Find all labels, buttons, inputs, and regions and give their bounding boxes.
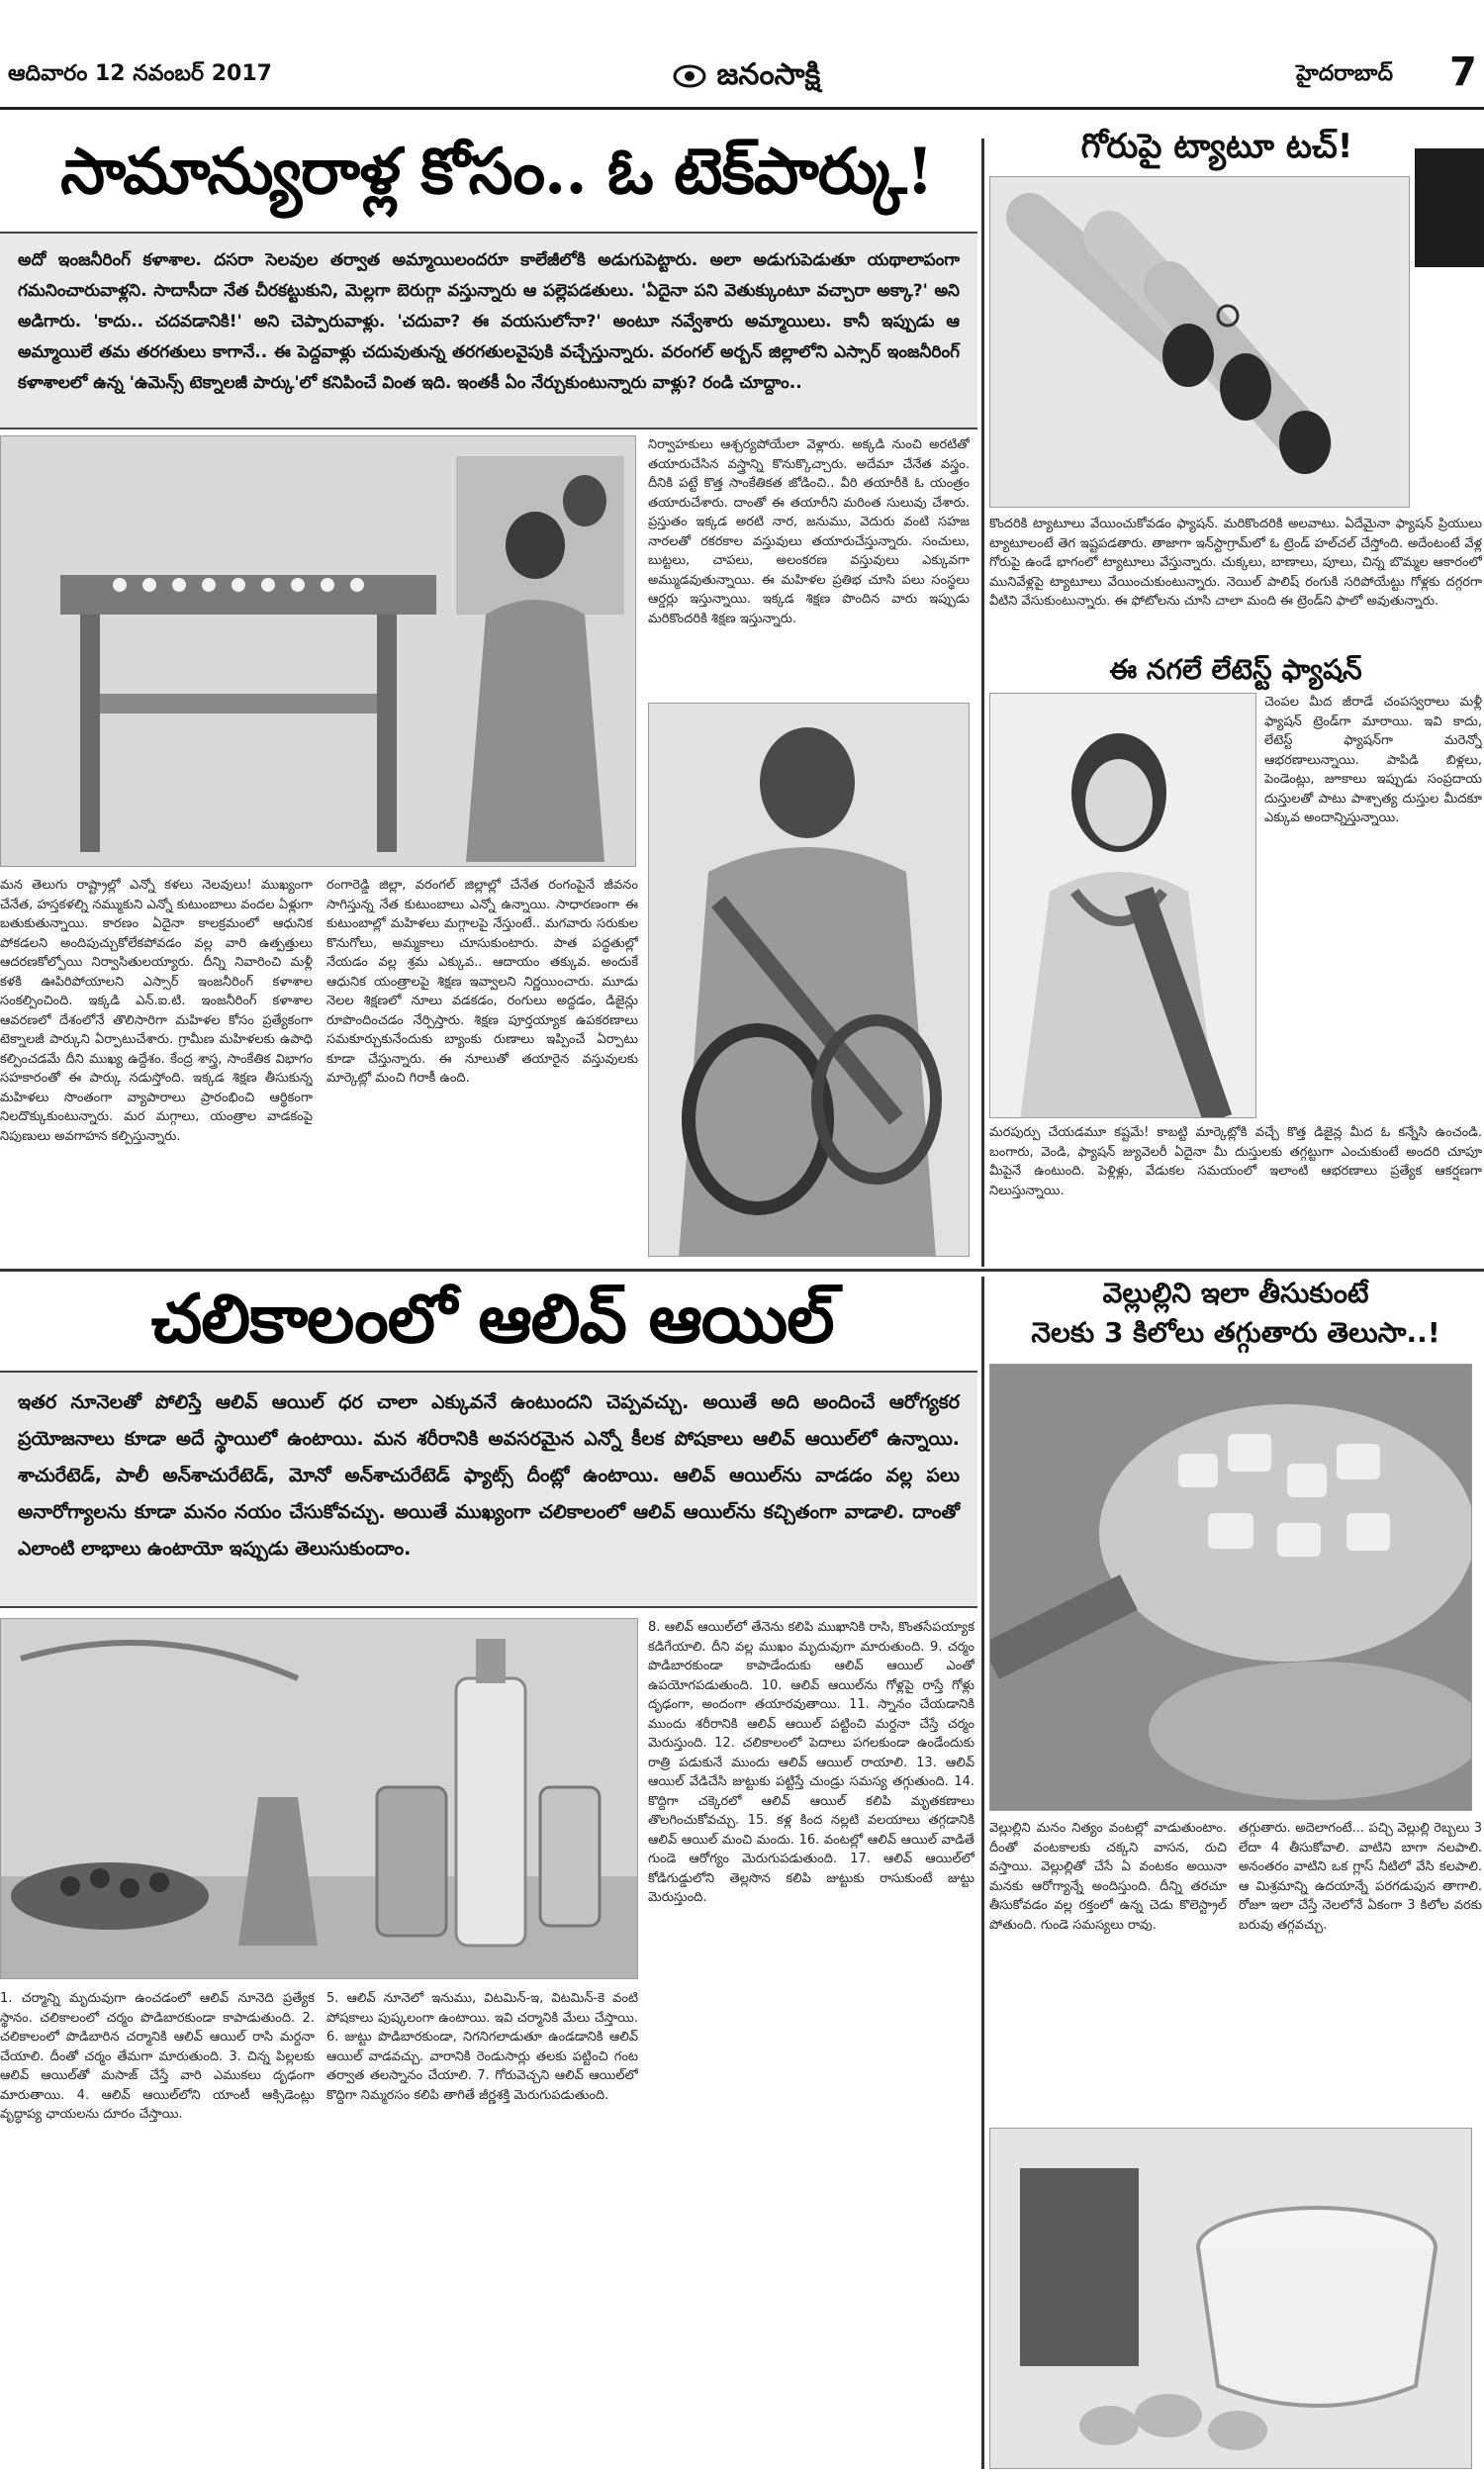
page-number: 7 — [1449, 49, 1477, 95]
garlic-headline-1: వెల్లుల్లిని ఇలా తీసుకుంటే — [1102, 1277, 1369, 1309]
column-divider — [981, 139, 984, 1267]
garlic-col2: తగ్గుతారు. అదెలాగంటే... పచ్చి వెల్లుల్లి రెబ్బలు 3 లేదా 4 తీసుకోవాలి. వాటిని బాగా నలపాలి. అనంతరం వాటిని ఒక గ్లాస్ నీటిలో వేసి కలపాలి. ఆ మిశ్రమాన్ని ఉదయాన్నే పరగడుపున తాగాలి. రోజూ ఇలా చేస్తే నెలలోనే ఏకంగా 3 కిలోల వరకు బరువు తగ్గవచ్చు. — [1239, 1821, 1482, 1933]
masthead-logo-text: జనంసాక్షి — [716, 57, 821, 92]
bride-jewellery-icon — [990, 694, 1256, 1118]
techpark-lead: అదో ఇంజనీరింగ్ కళాశాల. దసరా సెలవుల తర్వాత అమ్మాయిలందరూ కాలేజీలోకి అడుగుపెట్టారు. అలా అడుగుపెడుతూ యథాలాపంగా గమనించారువాళ్లని. సాదాసీదా నేత చీరకట్టుకుని, మెల్లగా బెరుగ్గా వస్తున్నారు ఆ పల్లెపడతులు. 'ఏదైనా పని వెతుక్కుంటూ వచ్చారా అక్కా?' అని అడిగారు. 'కాదు.. చదవడానికి!' అని చెప్పారువాళ్లు. 'చదువా? ఈ వయసులోనా?' అంటూ నవ్వేశారు అమ్మాయిలు. కానీ ఇప్పుడు ఆ అమ్మాయిలే తమ తరగతులు కాగానే.. ఈ పెద్దవాళ్లు చదువుతున్న తరగతులవైపుకి వచ్చేస్తున్నారు. వరంగల్ అర్బన్ జిల్లాలోని ఎస్సార్ ఇంజనీరింగ్ కళాశాలలో ఉన్న 'ఉమెన్స్ టెక్నాలజీ పార్కు'లో కనిపించే వింత ఇది. ఇంతకీ ఏం నేర్చుకుంటున్నారు వాళ్లు? రండి చూద్దాం.. — [0, 232, 977, 429]
crushed-garlic-photo — [989, 1364, 1472, 1811]
masthead-city: హైదరాబాద్ — [1296, 61, 1393, 86]
olive-oil-bottles-photo — [0, 1618, 638, 1979]
loom-machine-icon — [1, 436, 636, 867]
olive-bottles-icon — [1, 1619, 638, 1979]
techpark-col1: మన తెలుగు రాష్ట్రాల్లో ఎన్నో కళలు నెలవులు! ముఖ్యంగా చేనేత, హస్తకళల్ని నమ్ముకుని ఎన్నో కుటుంబాలు వందల ఏళ్లుగా బతుకుతున్నాయి. కారణం ఏదైనా కాలక్రమంలో ఆధునిక పోకడలని అందిపుచ్చుకోలేకపోవడం వల్ల వారి ఉత్పత్తులు ఆదరణకోల్పోయి నిర్వాసితులయ్యారు. దీన్ని నివారించి మళ్లీ కళకి ఊపిరిపోయాలని ఎస్సార్ ఇంజనీరింగ్ కళాశాల సంకల్పించింది. ఇక్కడి ఎన్.ఐ.టి. ఇంజనీరింగ్ కళాశాల ఆవరణలో దేశంలోనే తొలిసారిగా మహిళల కోసం ప్రత్యేకంగా టెక్నాలజీ పార్కుని ఏర్పాటుచేశారు. గ్రామీణ మహిళలకు ఉపాధి కల్పించడమే దీని ముఖ్య ఉద్దేశం. కేంద్ర శాస్త్ర, సాంకేతిక విభాగం సహకారంతో ఈ పార్కు నడుస్తోంది. ఇక్కడ శిక్షణ తీసుకున్న మహిళలు సొంతంగా వ్యాపారాలు ప్రారంభించి ఆర్థికంగా నిలదొక్కుకుంటున్నారు. మర మగ్గాలు, యంత్రాల వాడకంపై నిపుణులు అవగాహన కల్పిస్తున్నారు. — [0, 878, 313, 1144]
eye-logo-icon — [673, 61, 706, 91]
column-divider-lower — [981, 1277, 984, 2469]
woman-basket-icon — [649, 704, 970, 1257]
jewellery-side: చెంపల మీద జీరాడే చంపస్వరాలు మళ్లీ ఫ్యాషన్ ట్రెండ్‌గా మారాయి. ఇవి కాదు, లేటెస్ట్ ఫ్యాషన్‌గా మరెన్నో ఆభరణాలున్నాయి. పాపిడి బిళ్లలు, పెండెంట్లు, జూకాలు ఇప్పుడు సంప్రదాయ దుస్తులతో పాటు పాశ్చాత్య దుస్తుల మీదకూ ఎక్కువ అందాన్నిస్తున్నాయి. — [1264, 695, 1482, 825]
masthead — [0, 0, 1484, 110]
masthead-date: ఆదివారం 12 నవంబర్ 2017 — [8, 61, 272, 86]
tattoo-headline: గోరుపై ట్యాటూ టచ్! — [1080, 127, 1353, 166]
garlic-col1: వెల్లుల్లిని మనం నిత్యం వంటల్లో వాడుతుంటాం. దీంతో వంటకాలకు చక్కని వాసన, రుచి వస్తాయి. వెల్లుల్లితో చేసే ఏ వంటకం అయినా మనకు ఆరోగ్యాన్నే అందిస్తుంది. దీన్ని తరచూ తీసుకోవడం వల్ల రక్తంలో ఉన్న చెడు కొలెస్ట్రాల్ పోతుంది. గుండె సమస్యలు రావు. — [989, 1821, 1227, 1933]
water-glass-icon — [990, 2129, 1472, 2469]
olive-col1: 1. చర్మాన్ని మృదువుగా ఉంచడంలో ఆలివ్ నూనెది ప్రత్యేక స్థానం. చలికాలంలో చర్మం పొడిబారకుండా కాపాడుతుంది. 2. చలికాలంలో పొడిబారిన చర్మానికి ఆలివ్ ఆయిల్ రాసి మర్దనా చేయాలి. దీంతో చర్మం తేమగా మారుతుంది. 3. చిన్న పిల్లలకు ఆలివ్ ఆయిల్‌తో మసాజ్ చేస్తే వారి ఎముకలు దృఢంగా మారుతాయి. 4. ఆలివ్ ఆయిల్‌లోని యాంటీ ఆక్సిడెంట్లు వృద్ధాప్య ఛాయలను దూరం చేస్తాయి. — [0, 1991, 315, 2122]
olive-right-col: 8. ఆలివ్ ఆయిల్‌లో తేనెను కలిపి ముఖానికి రాసి, కొంతసేపయ్యాక కడిగేయాలి. దీని వల్ల ముఖం మృదువుగా మారుతుంది. 9. చర్మం పొడిబారకుండా కాపాడేందుకు ఆలివ్ ఆయిల్ ఎంతో ఉపయోగపడుతుంది. 10. ఆలివ్ ఆయిల్‌ను గోళ్లపై రాస్తే గోళ్లు దృఢంగా, అందంగా తయారవుతాయి. 11. స్నానం చేయడానికి ముందు శరీరానికి ఆలివ్ ఆయిల్ పట్టించి మర్దనా చేస్తే చర్మం మెరుస్తుంది. 12. చలికాలంలో పెదాలు పగలకుండా ఉండేందుకు రాత్రి పడుకునే ముందు ఆలివ్ ఆయిల్ రాయాలి. 13. ఆలివ్ ఆయిల్ వేడిచేసి జుట్టుకు పట్టిస్తే చుండ్రు సమస్య తగ్గుతుంది. 14. కొద్దిగా చక్కెరలో ఆలివ్ ఆయిల్ కలిపి మృతకణాలు తొలగించుకోవచ్చు. 15. కళ్ల కింద నల్లటి వలయాలు తగ్గడానికి ఆలివ్ ఆయిల్ మంచి మందు. 16. వంటల్లో ఆలివ్ ఆయిల్ వాడితే గుండె ఆరోగ్యం మెరుగుపడుతుంది. 17. ఆలివ్ ఆయిల్‌లో కోడిగుడ్డులోని తెల్లసొన కలిపి జుట్టుకు రాసుకుంటే జుట్టు మెరుస్తుంది. — [648, 1620, 974, 1905]
garlic-glass-photo — [989, 2128, 1472, 2469]
techpark-col3: నిర్వాహకులు ఆశ్చర్యపోయేలా వెళ్లారు. అక్కడి నుంచి అరటితో తయారుచేసిన వస్త్రాన్ని కొనుక్కొచ్చారు. అదేమా చేనేత వస్త్రం. దీనికి పట్టే కొత్త సాంకేతికత జోడించి.. వీరి తయారీకి ఓ యంత్రం తయారుచేశారు. దాంతో ఈ తయారీని మరింత సులువు చేశారు. ప్రస్తుతం ఇక్కడ అరటి నార, జనుము, వెదురు వంటి సహజ నారలతో రకరకాల వస్తువులు తయారుచేస్తున్నారు. సంచులు, బుట్టలు, చాపలు, అలంకరణ వస్తువులు ఎక్కువగా అమ్ముడవుతున్నాయి. ఈ మహిళల ప్రతిభ చూసి పలు సంస్థలు ఆర్డర్లు ఇస్తున్నాయి. ఇక్కడ శిక్షణ పొందిన వారు ఇప్పుడు మరికొందరికి శిక్షణ ఇస్తున్నారు. — [648, 437, 970, 626]
garlic-spoon-icon — [990, 1365, 1472, 1811]
dark-strip-image — [1415, 148, 1484, 267]
loom-workers-photo — [0, 435, 636, 867]
olive-headline: చలికాలంలో ఆలివ్ ఆయిల్ — [150, 1280, 834, 1359]
techpark-col2: రంగారెడ్డి జిల్లా, వరంగల్ జిల్లాల్లో చేనేత రంగంపైనే జీవనం సాగిస్తున్న నేత కుటుంబాలు ఎన్నో ఉన్నాయి. సాధారణంగా ఈ కుటుంబాల్లో మహిళలు మగ్గాలపై నేస్తుంటే.. మగవారు సరుకుల కొనుగోలు, అమ్మకాలు చూసుకుంటారు. పాత పద్ధతుల్లో నేయడం వల్ల శ్రమ ఎక్కువ.. ఆదాయం తక్కువ. అందుకే ఆధునిక యంత్రాలపై శిక్షణ ఇవ్వాలని నిర్ణయించారు. మూడు నెలల శిక్షణలో నూలు వడకడం, రంగులు అద్దడం, డిజైన్లు రూపొందించడం నేర్పిస్తారు. శిక్షణ పూర్తయ్యాక ఉపకరణాలు సమకూర్చుకునేందుకు బ్యాంకు రుణాలు ఇప్పించే ఏర్పాటు కూడా చేస్తున్నారు. ఈ నూలుతో తయారైన వస్తువులకు మార్కెట్లో మంచి గిరాకీ ఉంది. — [326, 878, 638, 1086]
bridal-jewellery-photo — [989, 693, 1256, 1118]
masthead-logo — [673, 57, 820, 99]
olive-lead: ఇతర నూనెలతో పోలిస్తే ఆలివ్ ఆయిల్ ధర చాలా ఎక్కువనే ఉంటుందని చెప్పవచ్చు. అయితే అది అందించే ఆరోగ్యకర ప్రయోజనాలు కూడా అదే స్థాయిలో ఉంటాయి. మన శరీరానికి అవసరమైన ఎన్నో కీలక పోషకాలు ఆలివ్ ఆయిల్‌లో ఉన్నాయి. శాచురేటెడ్, పాలీ అన్‌శాచురేటెడ్, మోనో అన్‌శాచురేటెడ్ ఫ్యాట్స్ దీంట్లో ఉంటాయి. ఆలివ్ ఆయిల్‌ను వాడడం వల్ల పలు అనారోగ్యాలను కూడా మనం నయం చేసుకోవచ్చు. అయితే ముఖ్యంగా చలికాలంలో ఆలివ్ ఆయిల్‌ను కచ్చితంగా వాడాలి. దాంతో ఎలాంటి లాభాలు ఉంటాయో ఇప్పుడు తెలుసుకుందాం. — [0, 1371, 977, 1608]
nail-tattoo-photo — [989, 176, 1410, 508]
jewellery-body: మరపుర్పు చేయడమూ కష్టమే! కాబట్టి మార్కెట్లోకి వచ్చే కొత్త డిజైన్ల మీద ఓ కన్నేసి ఉంచండి. బంగారు, వెండి, ఫ్యాషన్ జ్యువెలరీ ఏదైనా మీ దుస్తులకు తగ్గట్టుగా ఎంచుకుంటే అందరి చూపూ మీపైనే ఉంటుంది. పెళ్లిళ్లు, వేడుకల సమయంలో ఇలాంటి ఆభరణాలు ప్రత్యేక ఆకర్షణగా నిలుస్తున్నాయి. — [989, 1125, 1482, 1198]
hand-nails-icon — [990, 177, 1410, 508]
woman-with-baskets-photo — [648, 703, 970, 1257]
tattoo-body: కొందరికి ట్యాటూలు వేయించుకోవడం ఫ్యాషన్. మరికొందరికి అలవాటు. ఏదేమైనా ఫ్యాషన్ ప్రియులు ట్యాటూలంటే తెగ ఇష్టపడతారు. తాజాగా ఇన్‌స్టాగ్రామ్‌లో ఓ ట్రెండ్ హల్‌చల్ చేస్తోంది. అదేంటంటే వేళ్ల గోరుపై ఉండే భాగంలో ట్యాటూలు వేస్తున్నారు. చుక్కలు, బాణాలు, పూలు, చిన్న బొమ్మల ఆకారంలో మునివేళ్లపై ట్యాటూలు వేయించుకుంటున్నారు. నెయిల్ పాలిష్ రంగుకి సరిపోయేట్టు గోళ్లకు దగ్గరగా వీటిని వేసుకుంటున్నారు. ఈ ఫోటోలను చూసి చాలా మంది ఈ ట్రెండ్‌ని ఫాలో అవుతున్నారు. — [989, 517, 1482, 609]
techpark-headline: సామాన్యురాళ్ల కోసం.. ఓ టెక్‌పార్కు! — [60, 135, 933, 209]
olive-col2: 5. ఆలివ్ నూనెలో ఇనుము, విటమిన్-ఇ, విటమిన్-కె వంటి పోషకాలు పుష్కలంగా ఉంటాయి. ఇవి చర్మానికి మేలు చేస్తాయి. 6. జుట్టు పొడిబారకుండా, నిగనిగలాడుతూ ఉండడానికి ఆలివ్ ఆయిల్ వాడవచ్చు. వారానికి రెండుసార్లు తలకు పట్టించి గంట తర్వాత తలస్నానం చేయాలి. 7. గోరువెచ్చని ఆలివ్ ఆయిల్‌లో కొద్దిగా నిమ్మరసం కలిపి తాగితే జీర్ణశక్తి మెరుగుపడుతుంది. — [326, 1991, 638, 2103]
garlic-headline-2: నెలకు 3 కిలోలు తగ్గుతారు తెలుసా..! — [1031, 1316, 1440, 1349]
section-divider — [0, 1269, 1484, 1272]
jewellery-headline: ఈ నగలే లేటెస్ట్ ఫ్యాషన్ — [1109, 653, 1362, 686]
